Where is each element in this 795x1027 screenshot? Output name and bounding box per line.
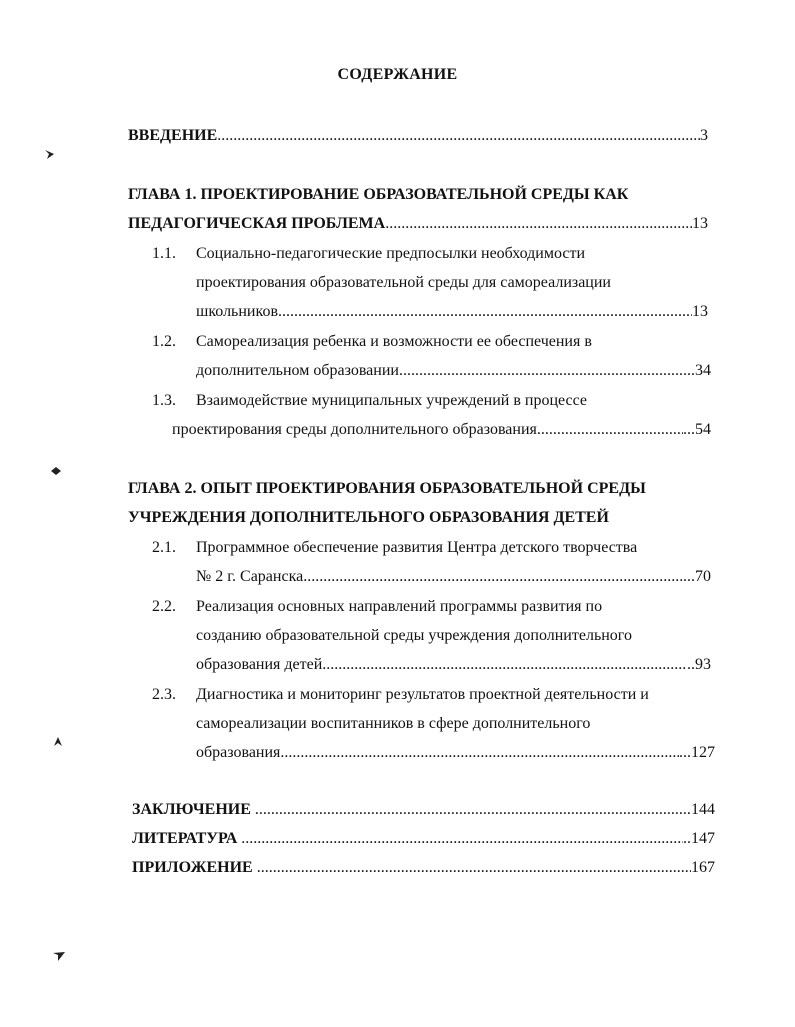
section-2-2-line3: образования детей — [196, 656, 323, 673]
dot-leader — [399, 359, 683, 383]
binding-mark-icon — [52, 736, 64, 748]
toc-entry-conclusion-label: ЗАКЛЮЧЕНИЕ — [132, 801, 251, 818]
section-number: 1.1. — [152, 245, 176, 262]
section-2-1-page: ...70 — [683, 568, 711, 585]
toc-entry-appendix — [132, 856, 715, 880]
page-title: СОДЕРЖАНИЕ — [337, 66, 458, 83]
section-1-1-line1: Социально-педагогические предпосылки необходимости — [196, 245, 586, 262]
section-2-3-line2: самореализации воспитанников в сфере дополнительного — [196, 715, 591, 732]
toc-entry-literature — [132, 827, 715, 851]
chapter1-page: 13 — [692, 215, 708, 232]
dot-leader — [217, 124, 700, 148]
binding-mark-icon — [52, 950, 66, 962]
toc-entry-section-1-1 — [196, 300, 708, 324]
toc-entry-literature-label: ЛИТЕРАТУРА — [132, 830, 238, 847]
toc-entry-section-1-3 — [172, 418, 711, 442]
toc-entry-conclusion — [132, 798, 715, 822]
chapter1-heading-line2: ПЕДАГОГИЧЕСКАЯ ПРОБЛЕМА — [128, 215, 386, 232]
section-1-1-page: 13 — [692, 303, 708, 320]
toc-entry-chapter1 — [128, 212, 708, 236]
section-2-1-line1: Программное обеспечение развития Центра детского творчества — [196, 539, 638, 556]
toc-entry-intro — [128, 124, 708, 148]
section-number: 1.2. — [152, 333, 176, 350]
binding-mark-icon — [44, 148, 58, 160]
toc-entry-intro-label: ВВЕДЕНИЕ — [128, 127, 218, 144]
toc-entry-intro-page: 3 — [700, 127, 708, 144]
toc-entry-section-2-3 — [196, 741, 715, 765]
dot-leader — [251, 798, 691, 822]
toc-entry-section-2-2 — [196, 653, 711, 677]
toc-entry-section-2-1 — [196, 565, 711, 589]
section-1-1-line3: школьников — [196, 303, 278, 320]
dot-leader — [278, 300, 692, 324]
dot-leader — [385, 212, 692, 236]
section-2-2-page: ..93 — [687, 656, 711, 673]
section-1-1-line2: проектирования образовательной среды для самореализации — [196, 274, 611, 291]
section-2-2-line1: Реализация основных направлений программы развития по — [196, 598, 603, 615]
chapter1-heading-line1: ГЛАВА 1. ПРОЕКТИРОВАНИЕ ОБРАЗОВАТЕЛЬНОЙ СРЕДЫ КАК — [128, 186, 629, 203]
dot-leader — [322, 653, 687, 677]
section-2-3-line3: образования — [196, 744, 281, 761]
dot-leader — [537, 418, 683, 442]
section-1-2-page: ...34 — [683, 362, 711, 379]
section-number: 2.1. — [152, 539, 176, 556]
toc-entry-appendix-label: ПРИЛОЖЕНИЕ — [132, 859, 253, 876]
section-2-3-line1: Диагностика и мониторинг результатов проектной деятельности и — [196, 686, 649, 703]
dot-leader — [303, 565, 683, 589]
chapter2-heading-line2: УЧРЕЖДЕНИЯ ДОПОЛНИТЕЛЬНОГО ОБРАЗОВАНИЯ ДЕТЕЙ — [128, 509, 609, 526]
toc-entry-appendix-page: 167 — [691, 859, 715, 876]
binding-mark-icon — [50, 466, 62, 476]
section-1-3-page: ...54 — [683, 421, 711, 438]
section-2-1-line2: № 2 г. Саранска — [196, 568, 304, 585]
chapter2-heading-line1: ГЛАВА 2. ОПЫТ ПРОЕКТИРОВАНИЯ ОБРАЗОВАТЕЛЬНОЙ СРЕДЫ — [128, 480, 646, 497]
section-number: 2.2. — [152, 598, 176, 615]
toc-entry-literature-page: ..147 — [683, 830, 715, 847]
section-2-3-page: ...127 — [679, 744, 715, 761]
dot-leader — [253, 856, 691, 880]
dot-leader — [237, 827, 683, 851]
toc-entry-conclusion-page: 144 — [691, 801, 715, 818]
section-1-2-line1: Самореализация ребенка и возможности ее обеспечения в — [196, 333, 592, 350]
section-1-3-line1: Взаимодействие муниципальных учреждений в процессе — [196, 392, 588, 409]
section-number: 2.3. — [152, 686, 176, 703]
section-1-3-line2: проектирования среды дополнительного образования — [172, 421, 537, 438]
section-number: 1.3. — [152, 392, 176, 409]
section-1-2-line2: дополнительном образовании — [196, 362, 399, 379]
section-2-2-line2: созданию образовательной среды учреждения дополнительного — [196, 627, 632, 644]
toc-entry-section-1-2 — [196, 359, 711, 383]
dot-leader — [280, 741, 679, 765]
